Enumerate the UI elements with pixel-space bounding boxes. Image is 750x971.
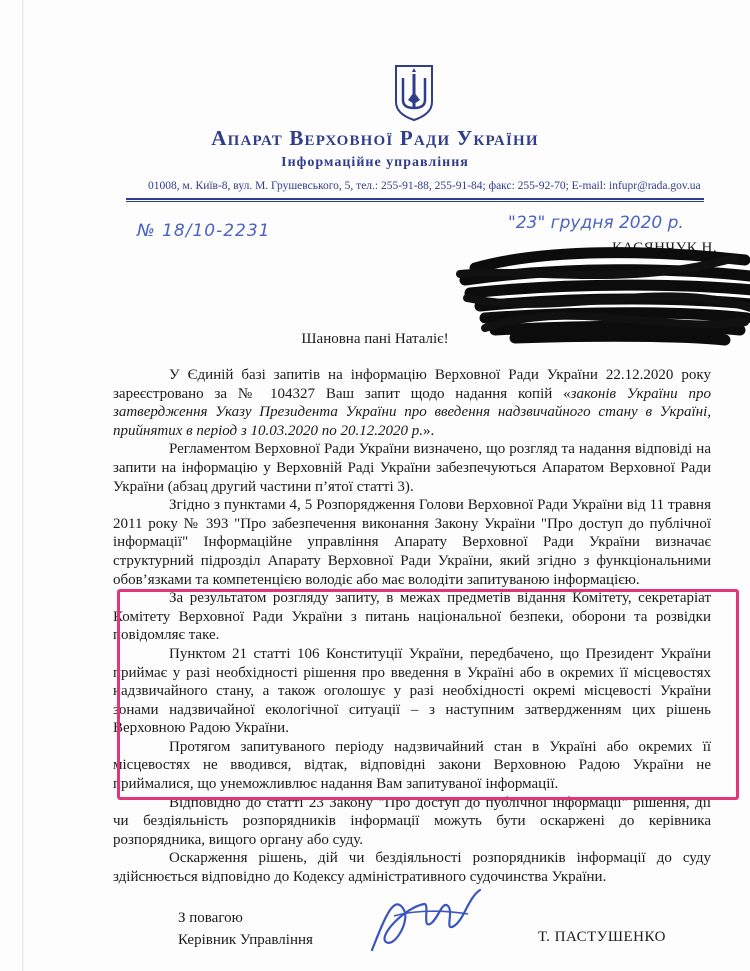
letterhead-rule — [126, 198, 704, 200]
organization-title: Апарат Верховної Ради України — [211, 126, 539, 150]
organization-address: 01008, м. Київ-8, вул. М. Грушевського, 5, тел.: 255-91-88, 255-91-84; факс: 255-92-70; E-mail: infupr@rada.gov.ua — [148, 180, 701, 192]
greeting: Шановна пані Наталіє! — [301, 331, 449, 347]
request-text: У Єдиній базі запитів на інформацію Верховної Ради України 22.12.2020 року зареєстровано за № 104327 Ваш запит щодо надання копій « — [113, 367, 711, 402]
paragraph-no-emergency: Протягом запитуваного періоду надзвичайний стан в Україні або окремих її місцевостях не вводився, відтак, відповідні закони Верховною Радою України не приймалися, що унеможливлює надання Вам запитуваної інформації. — [113, 738, 711, 793]
letterhead-rule-thin — [126, 201, 704, 202]
paragraph-order: Згідно з пунктами 4, 5 Розпорядження Голови Верховної Ради України від 11 травня 2011 року № 393 "Про забезпечення виконання Закону України "Про доступ до публічної інформації" Інформаційне управління Апарату Верховної Ради України визначає структурний підрозділ Апарату Верховної Ради України, який згідно з функціональними обов’язками та компетенцією володіє або має володіти запитуваною інформацією. — [113, 497, 711, 588]
letter-date: "23" грудня 2020 р. — [508, 213, 684, 233]
recipient-name: КАСЯНЧУК Н. — [612, 240, 718, 256]
department-name: Інформаційне управління — [281, 155, 469, 170]
closing-regards: З повагою — [178, 910, 243, 926]
signer-name: Т. ПАСТУШЕНКО — [538, 929, 666, 945]
request-subject: законів України про затвердження Указу Президента України про введення надзвичайного стану в Україні, прийнятих в період з 10.03.2020 по 20.12.2020 р. — [113, 385, 711, 439]
signer-position: Керівник Управління — [178, 932, 313, 948]
highlight-frame — [117, 589, 739, 800]
signature-image — [364, 880, 484, 960]
paragraph-committee: За результатом розгляду запиту, в межах предметів відання Комітету, секретаріат Комітету Верховної Ради України з питань національної безпеки, оборони та розвідки повідомляє таке. — [113, 590, 711, 644]
outgoing-number: № 18/10-2231 — [137, 221, 271, 241]
paragraph-regulation: Регламентом Верховної Ради України визначено, що розгляд та надання відповіді на запити на інформацію у Верховній Раді України забезпечуються Апаратом Верховної Ради України (абзац другий частини п’ятої статті 3). — [113, 441, 711, 495]
paragraph-appeal: Відповідно до статті 23 Закону "Про доступ до публічної інформації" рішення, дії чи бездіяльність розпорядників інформації можуть бути оскаржені до керівника розпорядника, вищого органу або суду. — [113, 794, 711, 848]
paragraph-court: Оскарження рішень, дій чи бездіяльності розпорядників інформації до суду здійснюється відповідно до Кодексу адміністративного судочинства України. — [113, 850, 711, 886]
request-text-end: ». — [422, 422, 435, 439]
paragraph-request — [113, 366, 711, 440]
paragraph-constitution: Пунктом 21 статті 106 Конституції України, передбачено, що Президент України приймає у разі необхідності рішення про введення в Україні або в окремих її місцевостях надзвичайного стану, а також оголошує у разі необхідності окремі місцевості України зонами надзвичайної екологічної ситуації – з наступним затвердженням цих рішень Верховною Радою України. — [113, 645, 711, 737]
trident-icon — [392, 62, 436, 122]
closing-block — [178, 907, 313, 951]
